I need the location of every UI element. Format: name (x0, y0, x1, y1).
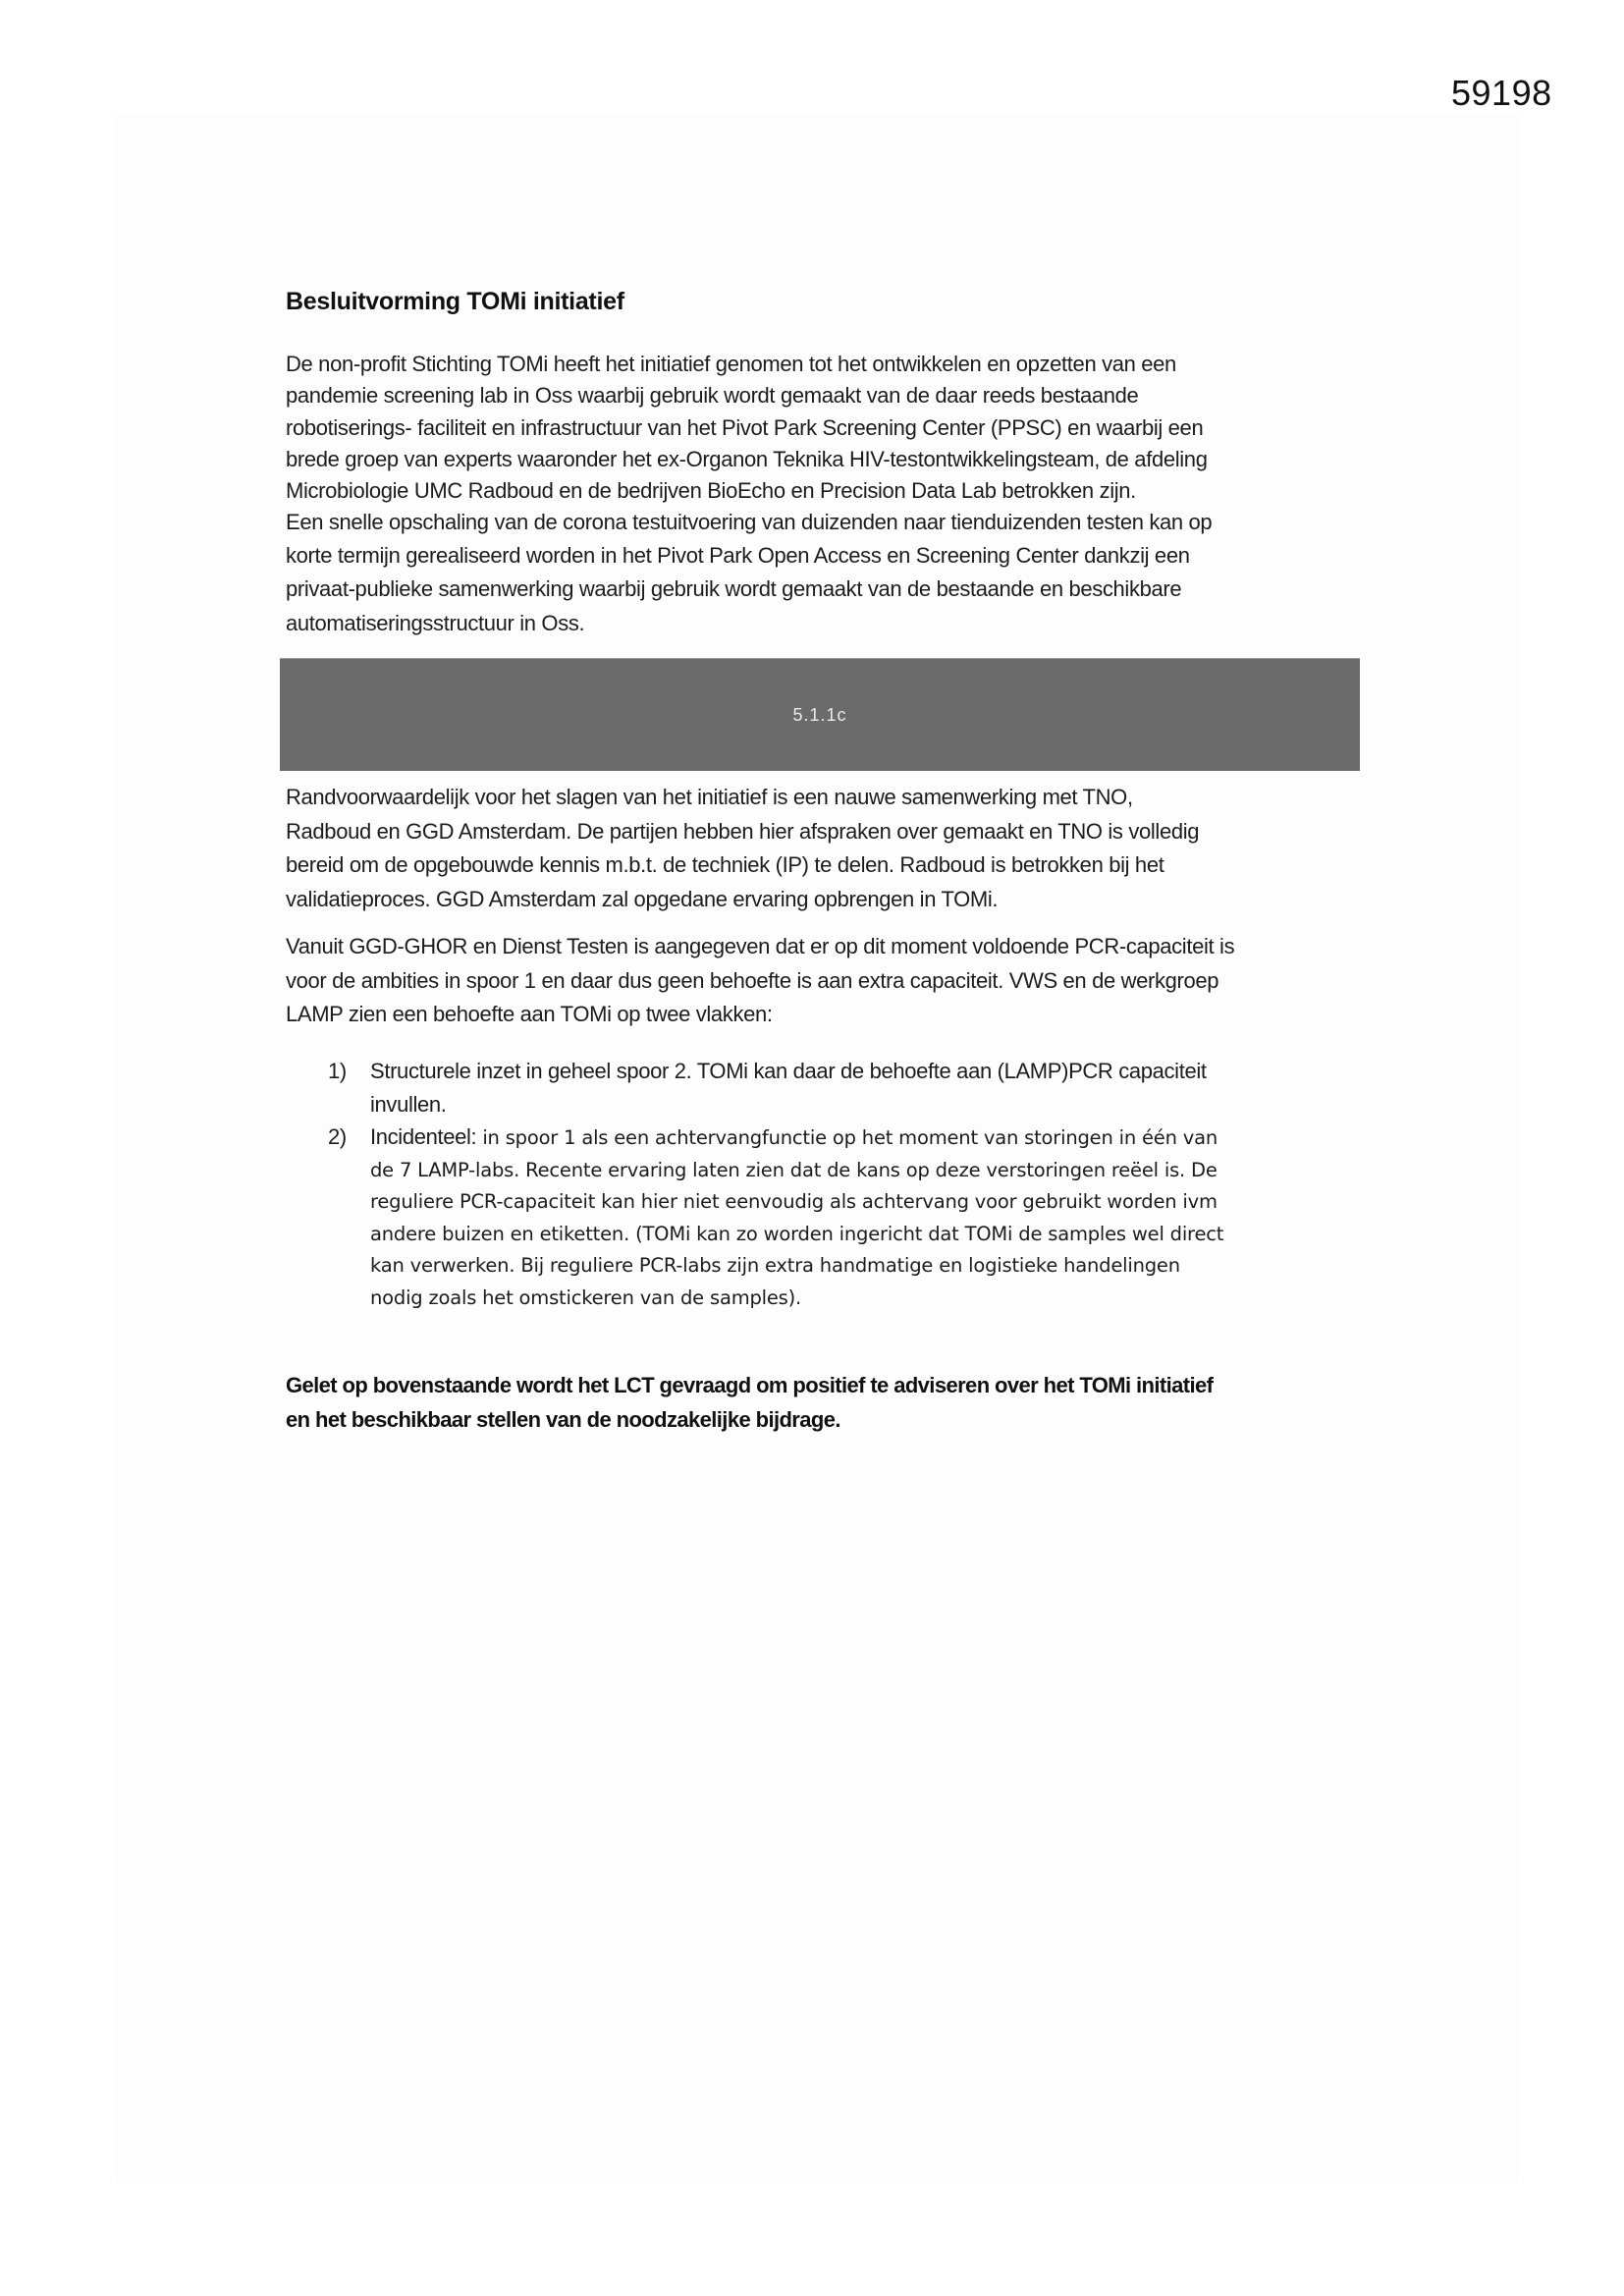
text-line: robotiserings- faciliteit en infrastructuur van het Pivot Park Screening Center (PPSC) en waarbij een (286, 414, 1204, 440)
redaction-code-label: 5.1.1c (792, 704, 847, 725)
text-line: reguliere PCR-capaciteit kan hier niet eenvoudig als achtervang voor gebruikt worden ivm (370, 1190, 1218, 1213)
document-title: Besluitvorming TOMi initiatief (286, 288, 624, 315)
text-line: brede groep van experts waaronder het ex-Organon Teknika HIV-testontwikkelingsteam, de afdeling (286, 446, 1208, 471)
text-line: automatiseringsstructuur in Oss. (286, 610, 585, 635)
text-line: LAMP zien een behoefte aan TOMi op twee vlakken: (286, 1002, 773, 1026)
text-line: Radboud en GGD Amsterdam. De partijen hebben hier afspraken over gemaakt en TNO is volledig (286, 818, 1200, 844)
paragraph-scaling (286, 506, 1356, 640)
text-line: in spoor 1 als een achtervangfunctie op het moment van storingen in één van (476, 1126, 1218, 1149)
text-line: Randvoorwaardelijk voor het slagen van het initiatief is een nauwe samenwerking met TNO, (286, 785, 1133, 809)
redaction-block (280, 658, 1360, 771)
document-number: 59198 (1451, 73, 1552, 113)
text-line: Gelet op bovenstaande wordt het LCT gevraagd om positief te adviseren over het TOMi initiatief (286, 1373, 1214, 1397)
paragraph-capacity (286, 930, 1356, 1032)
text-line: kan verwerken. Bij reguliere PCR-labs zijn extra handmatige en logistieke handelingen (370, 1254, 1180, 1277)
list-item-lead: Incidenteel: (370, 1124, 477, 1149)
text-line: Vanuit GGD-GHOR en Dienst Testen is aangegeven dat er op dit moment voldoende PCR-capaciteit is (286, 934, 1235, 958)
paragraph-conditions (286, 781, 1356, 916)
text-line: de 7 LAMP-labs. Recente ervaring laten zien dat de kans op deze verstoringen reëel is. De (370, 1158, 1218, 1181)
list-number: 1) (328, 1059, 347, 1083)
text-line: invullen. (370, 1092, 447, 1117)
text-line: korte termijn gerealiseerd worden in het Pivot Park Open Access en Screening Center dankzij een (286, 543, 1190, 569)
list-item-structural (286, 1055, 1352, 1121)
text-line: voor de ambities in spoor 1 en daar dus geen behoefte is aan extra capaciteit. VWS en de werkgroep (286, 967, 1219, 993)
text-line: privaat-publieke samenwerking waarbij gebruik wordt gemaakt van de bestaande en beschikbare (286, 576, 1182, 602)
text-line: en het beschikbaar stellen van de noodzakelijke bijdrage. (286, 1407, 840, 1432)
text-line: De non-profit Stichting TOMi heeft het initiatief genomen tot het ontwikkelen en opzetten van een (286, 352, 1176, 376)
text-line: bereid om de opgebouwde kennis m.b.t. de techniek (IP) te delen. Radboud is betrokken bij het (286, 852, 1164, 877)
text-line: nodig zoals het omstickeren van de samples). (370, 1285, 802, 1309)
paragraph-intro (286, 349, 1356, 507)
text-line: pandemie screening lab in Oss waarbij gebruik wordt gemaakt van de daar reeds bestaande (286, 383, 1139, 409)
conclusion-paragraph (286, 1368, 1366, 1437)
text-line: Een snelle opschaling van de corona testuitvoering van duizenden naar tienduizenden testen kan op (286, 510, 1213, 534)
text-line: validatieproces. GGD Amsterdam zal opgedane ervaring opbrengen in TOMi. (286, 886, 999, 911)
list-number: 2) (328, 1124, 347, 1149)
text-line: Structurele inzet in geheel spoor 2. TOMi kan daar de behoefte aan (LAMP)PCR capaciteit (370, 1059, 1207, 1083)
numbered-list (286, 1055, 1366, 1313)
text-line: Microbiologie UMC Radboud en de bedrijven BioEcho en Precision Data Lab betrokken zijn. (286, 478, 1136, 504)
list-item-incidental (286, 1121, 1352, 1313)
text-line: andere buizen en etiketten. (TOMi kan zo worden ingericht dat TOMi de samples wel direct (370, 1222, 1224, 1245)
